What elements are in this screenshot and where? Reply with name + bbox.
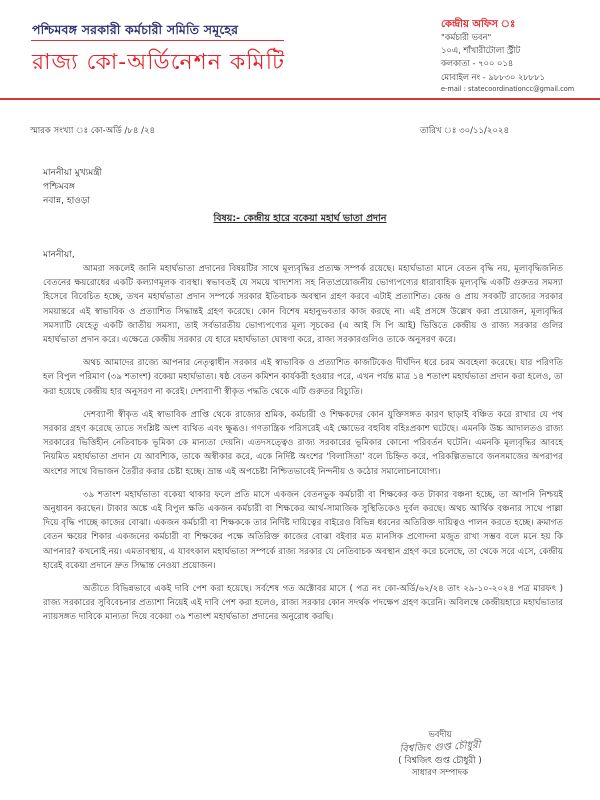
signature-block [370,729,510,779]
memo-number: স্মারক সংখ্যা ঃ কো-অর্ডি /৮৪ /২৪ [30,126,156,136]
salutation: মাননীয়া, [43,250,75,260]
office-heading: কেন্দ্রীয় অফিস ঃ [441,19,516,30]
office-city: কলকাতা - ৭০০ ০১৪ [441,58,514,69]
organization-subtitle: পশ্চিমবঙ্গ সরকারী কর্মচারী সমিতি সমূহের [32,22,239,37]
letter-body [43,262,563,634]
addressee-line: মাননীয়া মুখ্যমন্ত্রী [43,168,103,178]
office-mobile: মোবাইল নং - ৯৮৮৩০ ২৮৮৮১ [441,71,545,82]
letterhead [0,0,600,100]
letter-date: তারিখ ঃ ৩০/১১/২০২৪ [420,126,509,136]
closing: ভবদীয় [428,730,452,740]
central-office-address [441,18,591,95]
letterhead-divider [0,98,600,100]
body-paragraph: দেশব্যাপী স্বীকৃত এই স্বাভাবিক প্রাপ্তি থেকে রাজ্যের শ্রমিক, কর্মচারী ও শিক্ষকদের কোন যুক্তিসঙ্গত কারণ ছাড়াই বঞ্চিত করে রাখার যে পথ সরকার গ্রহণ করেছে তাতে সংশ্লিষ্ট অংশ ব্যথিত এবং ক্ষুব্ধও। গণতান্ত্রিক পরিসরেই এই ক্ষোভের বহুবিধ বহিঃপ্রকাশ ঘটেছে। এমনকি উচ্চ আদালতও রাজ্য সরকারের ভিত্তিহীন নেতিবাচক ভূমিকা কে মান্যতা দেয়নি। এতদসত্ত্বেও রাজ্য সরকারের ভূমিকার কোনো পরিবর্তন ঘটেনি। এমনকি মূল্যবৃদ্ধির আবহে নিয়মিত মহার্ঘভাতা প্রদান যে আবশ্যিক, তাকে অস্বীকার করে, একে নির্দিষ্ট অংশের 'বিলাসিতা' বলে চিহ্নিত করে, পরিকল্পিতভাবে জনসমাজের অপরাপর অংশের সাথে বিভাজন তৈরীর করার চেষ্টা হচ্ছে। ভ্রান্ত এই অপচেষ্টা নিশ্চিতভাবেই নিন্দনীয় ও কঠোর সমালোচনাযোগ্য। [43,409,563,477]
signatory-designation: সাধারণ সম্পাদক [411,768,469,778]
subtitle-underline [31,40,284,41]
body-paragraph: আমরা সকলেই জানি মহার্ঘভাতা প্রদানের বিষয়টির সাথে মূল্যবৃদ্ধির প্রত্যক্ষ সম্পর্ক রয়েছে। মহার্ঘভাতা মানে বেতন বৃদ্ধি নয়, মূল্যবৃদ্ধিজনিত বেতনের ক্ষয়রোধের একটি কল্যাণমূলক ব্যবস্থা। স্বভাবতই যে সময়ে খাদ্যশস্য সহ নিত্যপ্রয়োজনীয় ভোগ্যপণ্যের ধারাবাহিক মূল্যবৃদ্ধি একটি গুরুতর সমস্যা হিসেবে বিবেচিত হচ্ছে, তখন মহার্ঘভাতা প্রদান সম্পর্কে সরকার ইতিবাচক অবস্থান গ্রহণ করবে এটাই প্রত্যাশিত। কেন্দ্র ও প্রায় সবকটি রাজ্যের সরকার সময়ান্তরে এই স্বাভাবিক ও প্রত্যাশিত সিদ্ধান্তই গ্রহণ করেছে। কোন বিশেষ মহানুভবতার কাজ করছে না। এই প্রসঙ্গে উল্লেখ করা প্রয়োজন, মূল্যবৃদ্ধির সমস্যাটি যেহেতু একটি জাতীয় সমস্যা, তাই সর্বভারতীয় ভোগ্যপণ্যের মূল্য সূচকের (এ আই সি পি আই) ভিত্তিতে কেন্দ্রীয় ও রাজ্য সরকার গুলির মহার্ঘভাতা প্রদান করে। এক্ষেত্রে কেন্দ্রীয় সরকার যে হারে মহার্ঘভাতা ঘোষণা করে, রাজ্য সরকারগুলিও তাকে অনুসরণ করে। [43,264,563,346]
subject-line: বিষয়:- কেন্দ্রীয় হারে বকেয়া মহার্ঘ ভাতা প্রদান [213,213,387,224]
body-paragraph: অতীতে বিভিন্নভাবে একই দাবি পেশ করা হয়েছে। সর্বশেষ গত অক্টোবর মাসে ( পত্র নং কো-অর্ডি/৬২/২৪ তাং ২৯-১০-২০২৪ পত্র মারফৎ ) রাজ্য সরকারের সুবিবেচনার প্রত্যাশা নিয়েই এই দাবি পেশ করা হলেও, রাজ্য সরকার কোন সদর্থক পদক্ষেপ গ্রহণ করেনি। অবিলম্বে কেন্দ্রীয়হারে মহার্ঘভাতার ন্যায়সঙ্গত দাবিকে মান্যতা দিয়ে বকেয়া ৩৯ শতাংশ মহার্ঘভাতা প্রদানের অনুরোধ করছি। [43,584,563,623]
organization-title: রাজ্য কো-অর্ডিনেশন কমিটি [32,50,286,75]
addressee-block [43,166,102,208]
body-paragraph: অথচ আমাদের রাজ্যে আপনার নেতৃত্বাধীন সরকার এই স্বাভাবিক ও প্রত্যাশিত কাজটিকেও দীর্ঘদিন ধরে চরম অবহেলা করেছে। যার পরিণতি হল বিপুল পরিমাণ (৩৯ শতাংশ) বকেয়া মহার্ঘভাতা। ষষ্ঠ বেতন কমিশন কার্যকরী হওয়ার পরে, এখন পর্যন্ত মাত্র ১৪ শতাংশ মহার্ঘভাতা প্রদান করা হলেও, তা করা হয়েছে কেন্দ্রীয় হার অনুসরণ না করেই। দেশব্যাপী স্বীকৃত পদ্ধতি থেকে এটি গুরুতর বিচ্যুতি। [43,358,563,397]
office-street: ১০এ, শাঁখারীটোলা স্ট্রীট [441,45,521,56]
handwritten-signature: বিশ্বজিৎ গুপ্ত চৌধুরী [399,739,481,756]
office-building: "কর্মচারী ভবন" [441,32,492,42]
body-paragraph: ৩৯ শতাংশ মহার্ঘভাতা বকেয়া থাকার ফলে প্রতি মাসে একজন বেতনভুক কর্মচারী বা শিক্ষকের কত টাকার বঞ্চনা হচ্ছে, তা আপনি নিশ্চয়ই অনুধাবন করছেন। টাকার অঙ্কে এই বিপুল ক্ষতি একজন কর্মচারী বা শিক্ষকের আর্থ-সামাজিক সুস্থিতিকেও দুর্বল করছে। অথচ আর্থিক বঞ্চনার সাথে পাল্লা দিয়ে বৃদ্ধি পাচ্ছে কাজের বোঝা। একজন কর্মচারী বা শিক্ষককে তার নির্দিষ্ট দায়িত্বের বাইরেও বিভিন্ন ধরনের অতিরিক্ত দায়িত্বও পালন করতে হচ্ছে। ক্রমাগত বেতন ক্ষয়ের শিকার একজনের কর্মচারী বা শিক্ষকের পক্ষে অতিরিক্ত কাজের বোঝা বইবার মত মানসিক প্রণোদনা মজুত রাখা সম্ভব বলে মনে হয় কি আপনার? কখনোই নয়। এমতাবস্থায়, এ যাবৎকাল মহার্ঘভাতা সম্পর্কে রাজ্য সরকার যে নেতিবাচক অবস্থান গ্রহণ করে চলেছে, তা থেকে সরে এসে, কেন্দ্রীয় হারেই বকেয়া প্রদানে দ্রুত সিদ্ধান্ত নেওয়া প্রয়োজন। [43,489,563,571]
signatory-name: ( বিশ্বজিৎ গুপ্ত চৌধুরী ) [398,756,482,766]
addressee-line: নবান্ন, হাওড়া [43,196,90,206]
addressee-line: পশ্চিমবঙ্গ [43,182,75,192]
office-email: e-mail : statecoordinationcc@gmail.com [441,84,575,93]
